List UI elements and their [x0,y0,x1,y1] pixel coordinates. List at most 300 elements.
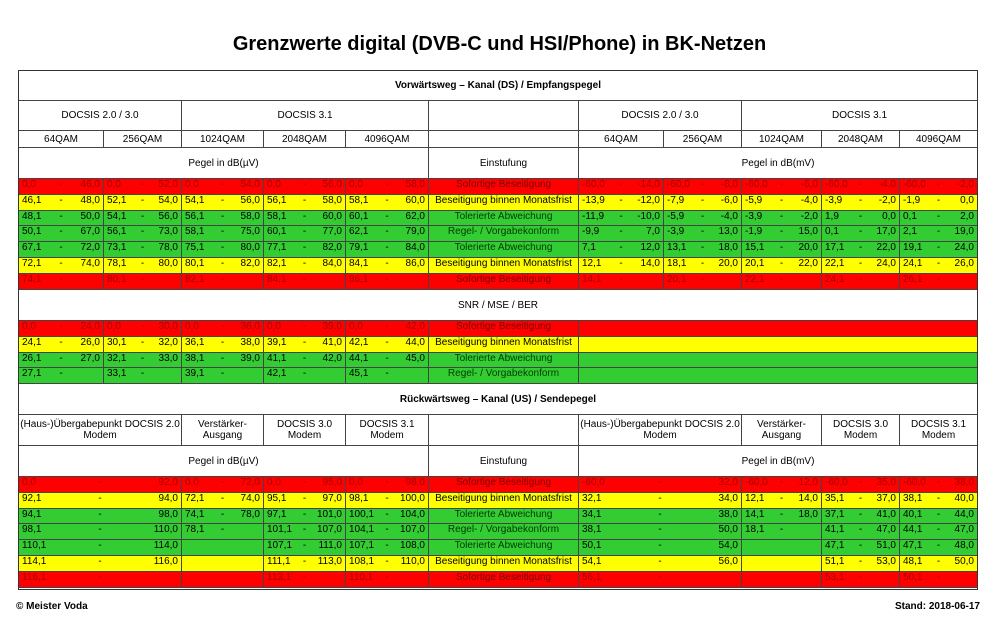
forward-cell-min: -60,0 [903,179,926,190]
forward-cell [19,179,104,195]
forward-cell-max: 72,0 [80,242,100,254]
return-cell-dash: - [658,540,662,552]
forward-cell [579,195,664,211]
forward-cell-min: 14,1 [582,273,602,285]
snr-cell-dash: - [59,321,63,332]
return-cell-max: 51,0 [876,540,896,552]
return-cell [900,556,977,572]
return-cell-min: 0,0 [185,477,199,488]
forward-cell-min: 15,1 [745,242,765,254]
return-cell [182,493,264,509]
return-cell-min: 14,1 [745,508,765,520]
forward-cell [104,258,182,274]
snr-cell-dash: - [220,352,225,364]
return-cell [264,509,346,525]
return-cell-max: 14,0 [798,492,818,504]
return-cell [346,556,429,572]
forward-cell-min: 58,1 [267,210,287,222]
forward-cell-min: 18,1 [667,258,687,269]
forward-cell-max: 22,0 [876,242,896,254]
return-cell [579,556,742,572]
return-cell-min: 92,1 [22,492,42,504]
qam-blank [429,131,579,148]
forward-einstufung: Tolerierte Abweichung [429,242,579,258]
return-cell-min: 114,1 [22,556,47,567]
forward-cell [822,242,900,258]
forward-cell [19,226,104,242]
return-cell-dash: - [220,492,225,504]
snr-cell-max: 26,0 [80,336,100,348]
return-cell [19,509,182,525]
return-cell [742,556,822,572]
return-cell-dash: - [779,492,784,504]
forward-cell-max: 15,0 [798,226,818,238]
forward-cell-min: 24,1 [825,273,845,285]
snr-cell-dash: - [220,336,225,348]
return-cell-min: 0,0 [349,477,363,488]
forward-cell [19,274,104,290]
return-cell [742,493,822,509]
forward-cell-dash: - [700,273,705,285]
forward-cell [182,195,264,211]
forward-cell-max: 82,0 [322,242,342,254]
return-cell [822,509,900,525]
snr-cell [264,337,346,353]
forward-cell-min: 86,1 [349,273,369,285]
return-cell-max: 111,0 [318,540,342,552]
forward-cell-max: -4,0 [878,179,896,190]
return-cell-max: 110,0 [153,524,178,536]
snr-cell-dash: - [59,352,63,364]
return-einstufung: Beseitigung binnen Monatsfrist [429,556,579,572]
return-cell-dash: - [220,508,225,520]
forward-cell [664,242,742,258]
snr-cell-min: 0,0 [185,321,199,332]
snr-cell-dash: - [59,368,63,380]
snr-cell-dash: - [302,352,307,364]
snr-cell [104,337,182,353]
return-cell-max: 108,0 [399,540,425,552]
forward-cell [579,179,664,195]
return-cell-max: 56,0 [718,556,738,567]
forward-cell [664,258,742,274]
forward-cell-dash: - [140,210,145,222]
return-cell [182,572,264,588]
forward-cell-min: -60,0 [745,179,768,190]
forward-cell-dash: - [220,210,225,222]
forward-cell [264,179,346,195]
return-cell-min: 50,1 [582,540,602,552]
snr-cell-dash: - [140,321,145,332]
forward-cell-min: -9,9 [582,226,600,238]
snr-cell-max: 24,0 [80,321,100,332]
forward-cell [104,195,182,211]
return-cell-min: 54,1 [582,556,602,567]
forward-cell-dash: - [140,179,145,190]
forward-cell-max: -2,0 [800,210,818,222]
forward-cell-max: 52,0 [158,179,178,190]
forward-cell-min: 17,1 [825,242,845,254]
forward-cell-max: -14,0 [637,179,660,190]
return-cell [264,524,346,540]
snr-cell [264,353,346,369]
return-cell-min: 110,1 [349,571,374,583]
forward-cell-max: 24,0 [876,258,896,269]
return-einstufung: Tolerierte Abweichung [429,509,579,525]
snr-cell-min: 38,1 [185,352,205,364]
return-cell-max: 34,0 [718,492,738,504]
forward-cell [742,242,822,258]
forward-cell-min: 67,1 [22,242,42,254]
forward-cell [346,211,429,227]
return-cell-dash: - [658,524,662,536]
snr-cell [346,321,429,337]
return-cell-min: 38,1 [582,524,602,536]
einstufung-return: Einstufung [429,446,579,477]
forward-cell-dash: - [59,273,63,285]
forward-cell-min: 84,1 [267,273,287,285]
forward-cell [900,226,977,242]
return-cell-dash: - [302,492,307,504]
snr-einstufung: Beseitigung binnen Monatsfrist [429,337,579,353]
return-cell-min: 44,1 [903,524,923,536]
forward-cell-min: -60,0 [825,179,848,190]
return-cell-dash: - [302,524,307,536]
return-cell [822,540,900,556]
snr-einstufung: Tolerierte Abweichung [429,353,579,369]
return-cell [900,572,977,588]
return-cell-dash: - [220,524,225,536]
return-cell-max: 110,0 [400,556,425,567]
snr-fill [579,368,977,384]
return-cell-max: 38,0 [954,477,974,488]
return-cell [346,540,429,556]
return-cell-max: 44,0 [954,508,974,520]
snr-cell-min: 42,1 [267,368,287,380]
forward-cell [19,258,104,274]
forward-cell-max: -2,0 [878,194,896,206]
forward-cell [742,195,822,211]
forward-cell [742,274,822,290]
forward-cell-dash: - [385,226,389,238]
forward-cell-min: 20,1 [745,258,765,269]
snr-cell [264,321,346,337]
forward-cell-dash: - [619,210,623,222]
forward-cell [664,195,742,211]
unit-uv-return: Pegel in dB(µV) [19,446,429,477]
return-cell-dash: - [385,477,389,488]
blank-header [429,101,579,131]
forward-cell-min: 13,1 [667,242,687,254]
snr-cell-min: 0,0 [107,321,121,332]
return-cell-min: 72,1 [185,492,205,504]
forward-cell-max: 80,0 [240,242,260,254]
forward-cell-min: 48,1 [22,210,42,222]
return-cell-min: 95,1 [267,492,287,504]
snr-cell-min: 39,1 [185,368,205,380]
forward-cell-max: 18,0 [718,242,738,254]
qam-1024-left: 1024QAM [182,131,264,148]
forward-cell-min: 56,1 [107,226,127,238]
forward-cell-max: -6,0 [800,179,818,190]
return-cell-min: 48,1 [903,556,923,567]
forward-cell [900,211,977,227]
snr-cell-dash: - [385,336,389,348]
forward-cell-dash: - [385,258,389,269]
snr-cell [182,353,264,369]
forward-cell-max: 67,0 [80,226,100,238]
forward-cell-max: 12,0 [640,242,660,254]
snr-cell-dash: - [59,336,63,348]
return-cell-dash: - [220,477,225,488]
return-cell-min: 111,1 [267,556,291,567]
return-cell-dash: - [98,571,102,583]
snr-cell-max: 27,0 [80,352,100,364]
forward-cell-max: 14,0 [640,258,660,269]
forward-cell-dash: - [936,210,941,222]
forward-cell [822,179,900,195]
forward-cell [264,195,346,211]
return-cell [822,477,900,493]
return-cell [19,524,182,540]
forward-cell-dash: - [140,242,145,254]
forward-cell-max: 0,0 [960,194,974,206]
return-cell-min: 47,1 [903,540,923,552]
return-cell-min: 98,1 [349,492,369,504]
return-cell-min: 74,1 [185,508,205,520]
forward-cell-min: 54,1 [107,210,127,222]
forward-cell [104,242,182,258]
forward-cell-dash: - [302,194,307,206]
forward-einstufung: Sofortige Beseitigung [429,179,579,195]
snr-cell-dash: - [302,368,307,380]
return-cell-min: 34,1 [582,508,602,520]
forward-cell [900,242,977,258]
forward-cell [900,274,977,290]
forward-cell-dash: - [302,226,307,238]
forward-cell-min: 77,1 [267,242,287,254]
return-cell [182,509,264,525]
forward-cell-min: 82,1 [267,258,287,269]
return-cell [579,493,742,509]
qam-256-left: 256QAM [104,131,182,148]
return-cell-max: 98,0 [158,508,178,520]
forward-cell-dash: - [302,273,307,285]
forward-cell-min: 22,1 [825,258,845,269]
forward-cell-max: -12,0 [637,194,660,206]
return-cell-dash: - [858,492,863,504]
forward-cell-max: 20,0 [798,242,818,254]
forward-cell [19,195,104,211]
return-cell-min: 94,1 [22,508,42,520]
forward-cell-min: 52,1 [107,194,127,206]
return-cell [579,540,742,556]
snr-heading: SNR / MSE / BER [19,290,977,321]
return-cell [742,540,822,556]
forward-cell-min: 84,1 [349,258,369,269]
forward-cell-max: -4,0 [720,210,738,222]
return-cell-max: 95,0 [322,477,342,488]
return-cell-dash: - [302,556,307,567]
forward-cell [822,274,900,290]
forward-cell [264,211,346,227]
forward-cell-dash: - [700,210,705,222]
snr-cell-min: 0,0 [22,321,36,332]
return-cell-min: 35,1 [825,492,845,504]
return-cell-min: 56,1 [582,571,602,583]
return-cell-max: 48,0 [954,540,974,552]
forward-cell-max: 84,0 [405,242,425,254]
return-cell [346,524,429,540]
forward-cell-dash: - [936,242,941,254]
snr-cell [19,321,104,337]
forward-cell-dash: - [220,179,225,190]
forward-cell-max: -6,0 [720,194,738,206]
forward-cell-dash: - [619,258,623,269]
return-cell-max: 78,0 [240,508,260,520]
forward-cell [900,258,977,274]
forward-einstufung: Tolerierte Abweichung [429,211,579,227]
forward-cell-min: -3,9 [825,194,843,206]
forward-cell [664,211,742,227]
return-cell [900,477,977,493]
forward-cell-max: 56,0 [322,179,342,190]
qam-4096-left: 4096QAM [346,131,429,148]
forward-cell-dash: - [220,258,225,269]
forward-cell-dash: - [59,258,63,269]
snr-cell-max: 36,0 [240,321,260,332]
return-cell [264,540,346,556]
forward-cell [104,179,182,195]
qam-4096-right: 4096QAM [900,131,977,148]
return-cell [19,493,182,509]
forward-cell [346,242,429,258]
return-cell-max: 47,0 [876,524,896,536]
return-cell-max: 37,0 [876,492,896,504]
docsis31-header-right: DOCSIS 3.1 [742,101,977,131]
snr-cell-max: 39,0 [240,352,260,364]
return-cell-max: 100,0 [399,492,425,504]
forward-cell [664,226,742,242]
forward-cell-max: 74,0 [80,258,100,269]
return-cell [264,572,346,588]
forward-cell-dash: - [220,242,225,254]
return-cell-max: 98,0 [405,477,425,488]
qam-64-right: 64QAM [579,131,664,148]
forward-cell-min: 19,1 [903,242,923,254]
forward-cell-dash: - [140,194,145,206]
unit-mv-forward: Pegel in dB(mV) [579,148,977,179]
return-cell-min: 110,1 [22,540,47,552]
snr-cell [182,337,264,353]
return-cell-max: 107,0 [316,524,342,536]
return-einstufung: Tolerierte Abweichung [429,540,579,556]
snr-cell-dash: - [220,321,225,332]
return-cell [579,572,742,588]
return-cell-min: 100,1 [349,508,375,520]
forward-cell-min: 0,0 [107,179,121,190]
forward-cell-min: 82,1 [185,273,205,285]
forward-cell-max: 60,0 [405,194,425,206]
return-cell-max: 32,0 [718,477,738,488]
snr-cell-min: 33,1 [107,368,127,380]
return-cell-max: 92,0 [158,477,178,488]
snr-fill [579,337,977,353]
return-cell [264,493,346,509]
forward-cell-max: 26,0 [954,258,974,269]
return-cell-dash: - [98,524,102,536]
forward-cell [19,242,104,258]
return-cell-max: 116,0 [153,556,178,567]
return-cell-max: 54,0 [718,540,738,552]
forward-cell-max: 56,0 [240,194,260,206]
return-cell-max: 50,0 [954,556,974,567]
forward-cell-max: 22,0 [798,258,818,269]
forward-cell [182,274,264,290]
snr-cell-dash: - [302,336,307,348]
forward-cell-max: 48,0 [80,194,100,206]
forward-cell-dash: - [936,258,941,269]
forward-cell-dash: - [858,210,863,222]
return-cell [182,477,264,493]
return-cell-min: 107,1 [267,540,293,552]
return-cell-min: 47,1 [825,540,845,552]
forward-cell-min: 7,1 [582,242,596,254]
snr-cell-min: 30,1 [107,336,127,348]
forward-cell-dash: - [140,273,145,285]
return-cell-min: 107,1 [349,540,375,552]
forward-cell-max: 82,0 [240,258,260,269]
forward-cell-min: 50,1 [22,226,42,238]
return-einstufung: Sofortige Beseitigung [429,477,579,493]
forward-cell-max: 54,0 [240,179,260,190]
return-cell-min: 113,1 [267,571,292,583]
forward-cell-min: 26,1 [903,273,923,285]
forward-cell-min: 78,1 [107,258,127,269]
return-einstufung: Sofortige Beseitigung [429,572,579,588]
qam-2048-right: 2048QAM [822,131,900,148]
forward-cell-min: -7,9 [667,194,685,206]
return-cell-dash: - [858,556,863,567]
return-cell-min: 101,1 [267,524,293,536]
forward-cell-max: 58,0 [405,179,425,190]
return-cell-max: 74,0 [240,492,260,504]
forward-cell-min: -5,9 [667,210,685,222]
return-cell-max: 94,0 [158,492,178,504]
forward-cell-min: -3,9 [667,226,685,238]
forward-cell-max: 7,0 [646,226,660,238]
return-cell-dash: - [779,508,784,520]
snr-cell [104,353,182,369]
return-cell-dash: - [936,540,941,552]
forward-cell-dash: - [59,194,63,206]
forward-cell-dash: - [858,258,863,269]
return-cell-max: 38,0 [718,508,738,520]
return-cell-max: 107,0 [399,524,425,536]
snr-cell-max: 45,0 [405,352,425,364]
return-cell-dash: - [858,571,863,583]
forward-cell [264,226,346,242]
limits-table [18,70,978,590]
forward-cell-dash: - [779,242,784,254]
footer-author: © Meister Voda [16,601,88,612]
return-cell-dash: - [98,477,102,488]
forward-cell-dash: - [619,179,623,190]
return-cell [264,556,346,572]
return-cell [19,556,182,572]
return-cell-max: 101,0 [316,508,342,520]
forward-cell [579,242,664,258]
